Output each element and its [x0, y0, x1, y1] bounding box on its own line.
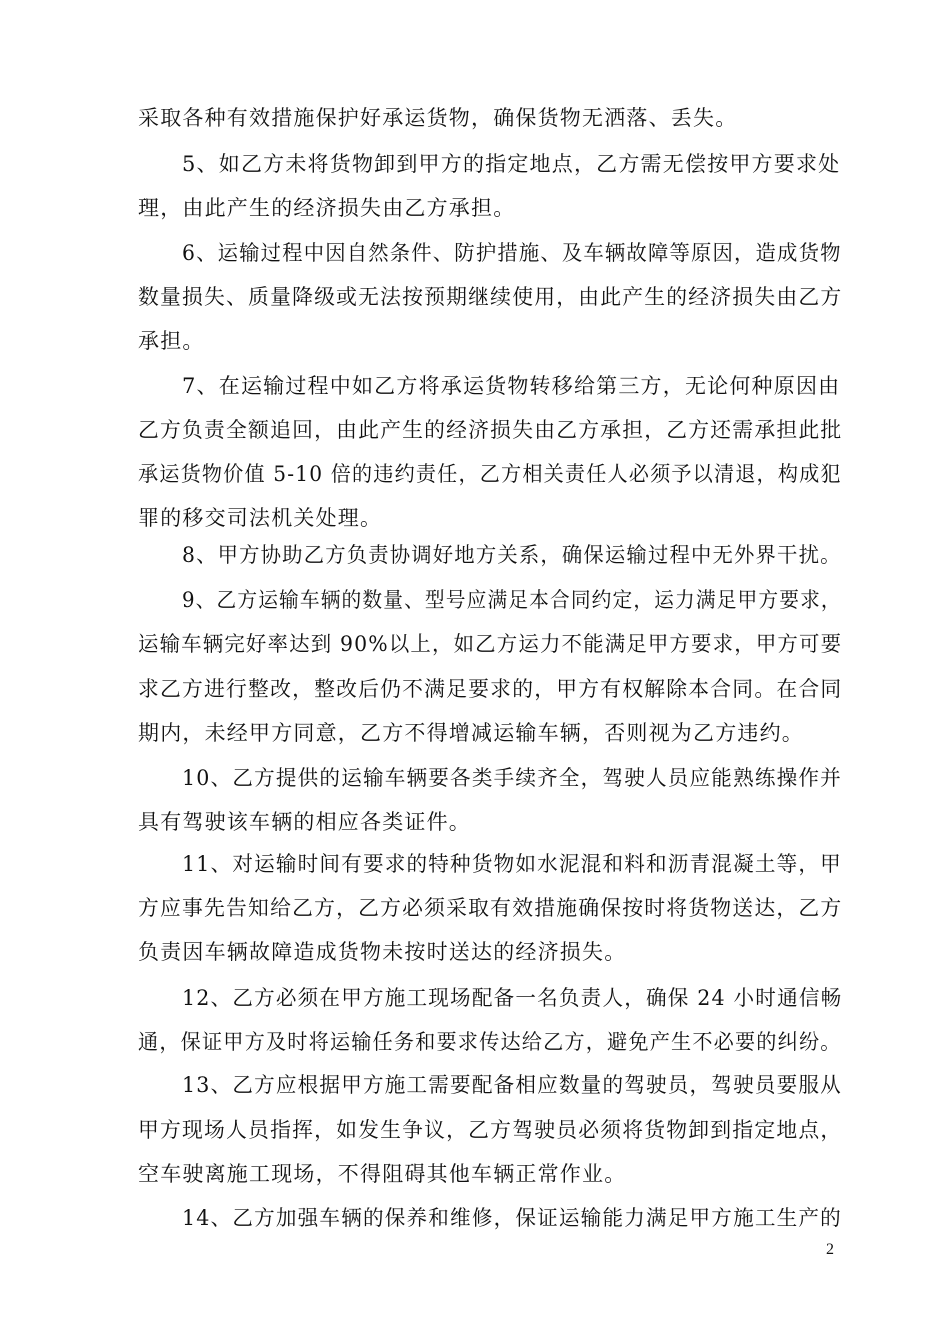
- text-line: 12、乙方必须在甲方施工现场配备一名负责人，确保 24 小时通信畅: [182, 986, 843, 1010]
- text-line: 方应事先告知给乙方，乙方必须采取有效措施确保按时将货物送达，乙方: [138, 896, 843, 920]
- text-line: 10、乙方提供的运输车辆要各类手续齐全，驾驶人员应能熟练操作并: [182, 766, 842, 790]
- text-line: 8、甲方协助乙方负责协调好地方关系，确保运输过程中无外界干扰。: [182, 543, 842, 567]
- text-line: 运输车辆完好率达到 90%以上，如乙方运力不能满足甲方要求，甲方可要: [138, 632, 843, 656]
- text-line: 乙方负责全额追回，由此产生的经济损失由乙方承担，乙方还需承担此批: [138, 418, 843, 442]
- page-number: 2: [826, 1241, 834, 1258]
- text-line: 14、乙方加强车辆的保养和维修，保证运输能力满足甲方施工生产的: [182, 1206, 842, 1230]
- text-line: 7、在运输过程中如乙方将承运货物转移给第三方，无论何种原因由: [182, 374, 841, 398]
- text-line: 6、运输过程中因自然条件、防护措施、及车辆故障等原因，造成货物: [182, 241, 842, 265]
- text-line: 通，保证甲方及时将运输任务和要求传达给乙方，避免产生不必要的纠纷。: [138, 1030, 842, 1054]
- text-line: 求乙方进行整改，整改后仍不满足要求的，甲方有权解除本合同。在合同: [138, 677, 843, 701]
- text-line: 承担。: [138, 329, 205, 353]
- text-line: 空车驶离施工现场，不得阻碍其他车辆正常作业。: [138, 1162, 627, 1186]
- text-line: 采取各种有效措施保护好承运货物，确保货物无洒落、丢失。: [138, 106, 738, 130]
- text-line: 理，由此产生的经济损失由乙方承担。: [138, 196, 516, 220]
- text-line: 负责因车辆故障造成货物未按时送达的经济损失。: [138, 940, 627, 964]
- text-line: 甲方现场人员指挥，如发生争议，乙方驾驶员必须将货物卸到指定地点，: [138, 1118, 843, 1142]
- text-line: 13、乙方应根据甲方施工需要配备相应数量的驾驶员，驾驶员要服从: [182, 1073, 842, 1097]
- text-line: 具有驾驶该车辆的相应各类证件。: [138, 810, 471, 834]
- text-line: 承运货物价值 5-10 倍的违约责任，乙方相关责任人必须予以清退，构成犯: [138, 462, 842, 486]
- text-line: 期内，未经甲方同意，乙方不得增减运输车辆，否则视为乙方违约。: [138, 721, 804, 745]
- text-line: 罪的移交司法机关处理。: [138, 506, 383, 530]
- text-line: 9、乙方运输车辆的数量、型号应满足本合同约定，运力满足甲方要求，: [182, 588, 842, 612]
- text-line: 11、对运输时间有要求的特种货物如水泥混和料和沥青混凝土等，甲: [182, 852, 842, 876]
- text-line: 数量损失、质量降级或无法按预期继续使用，由此产生的经济损失由乙方: [138, 285, 843, 309]
- text-line: 5、如乙方未将货物卸到甲方的指定地点，乙方需无偿按甲方要求处: [182, 152, 841, 176]
